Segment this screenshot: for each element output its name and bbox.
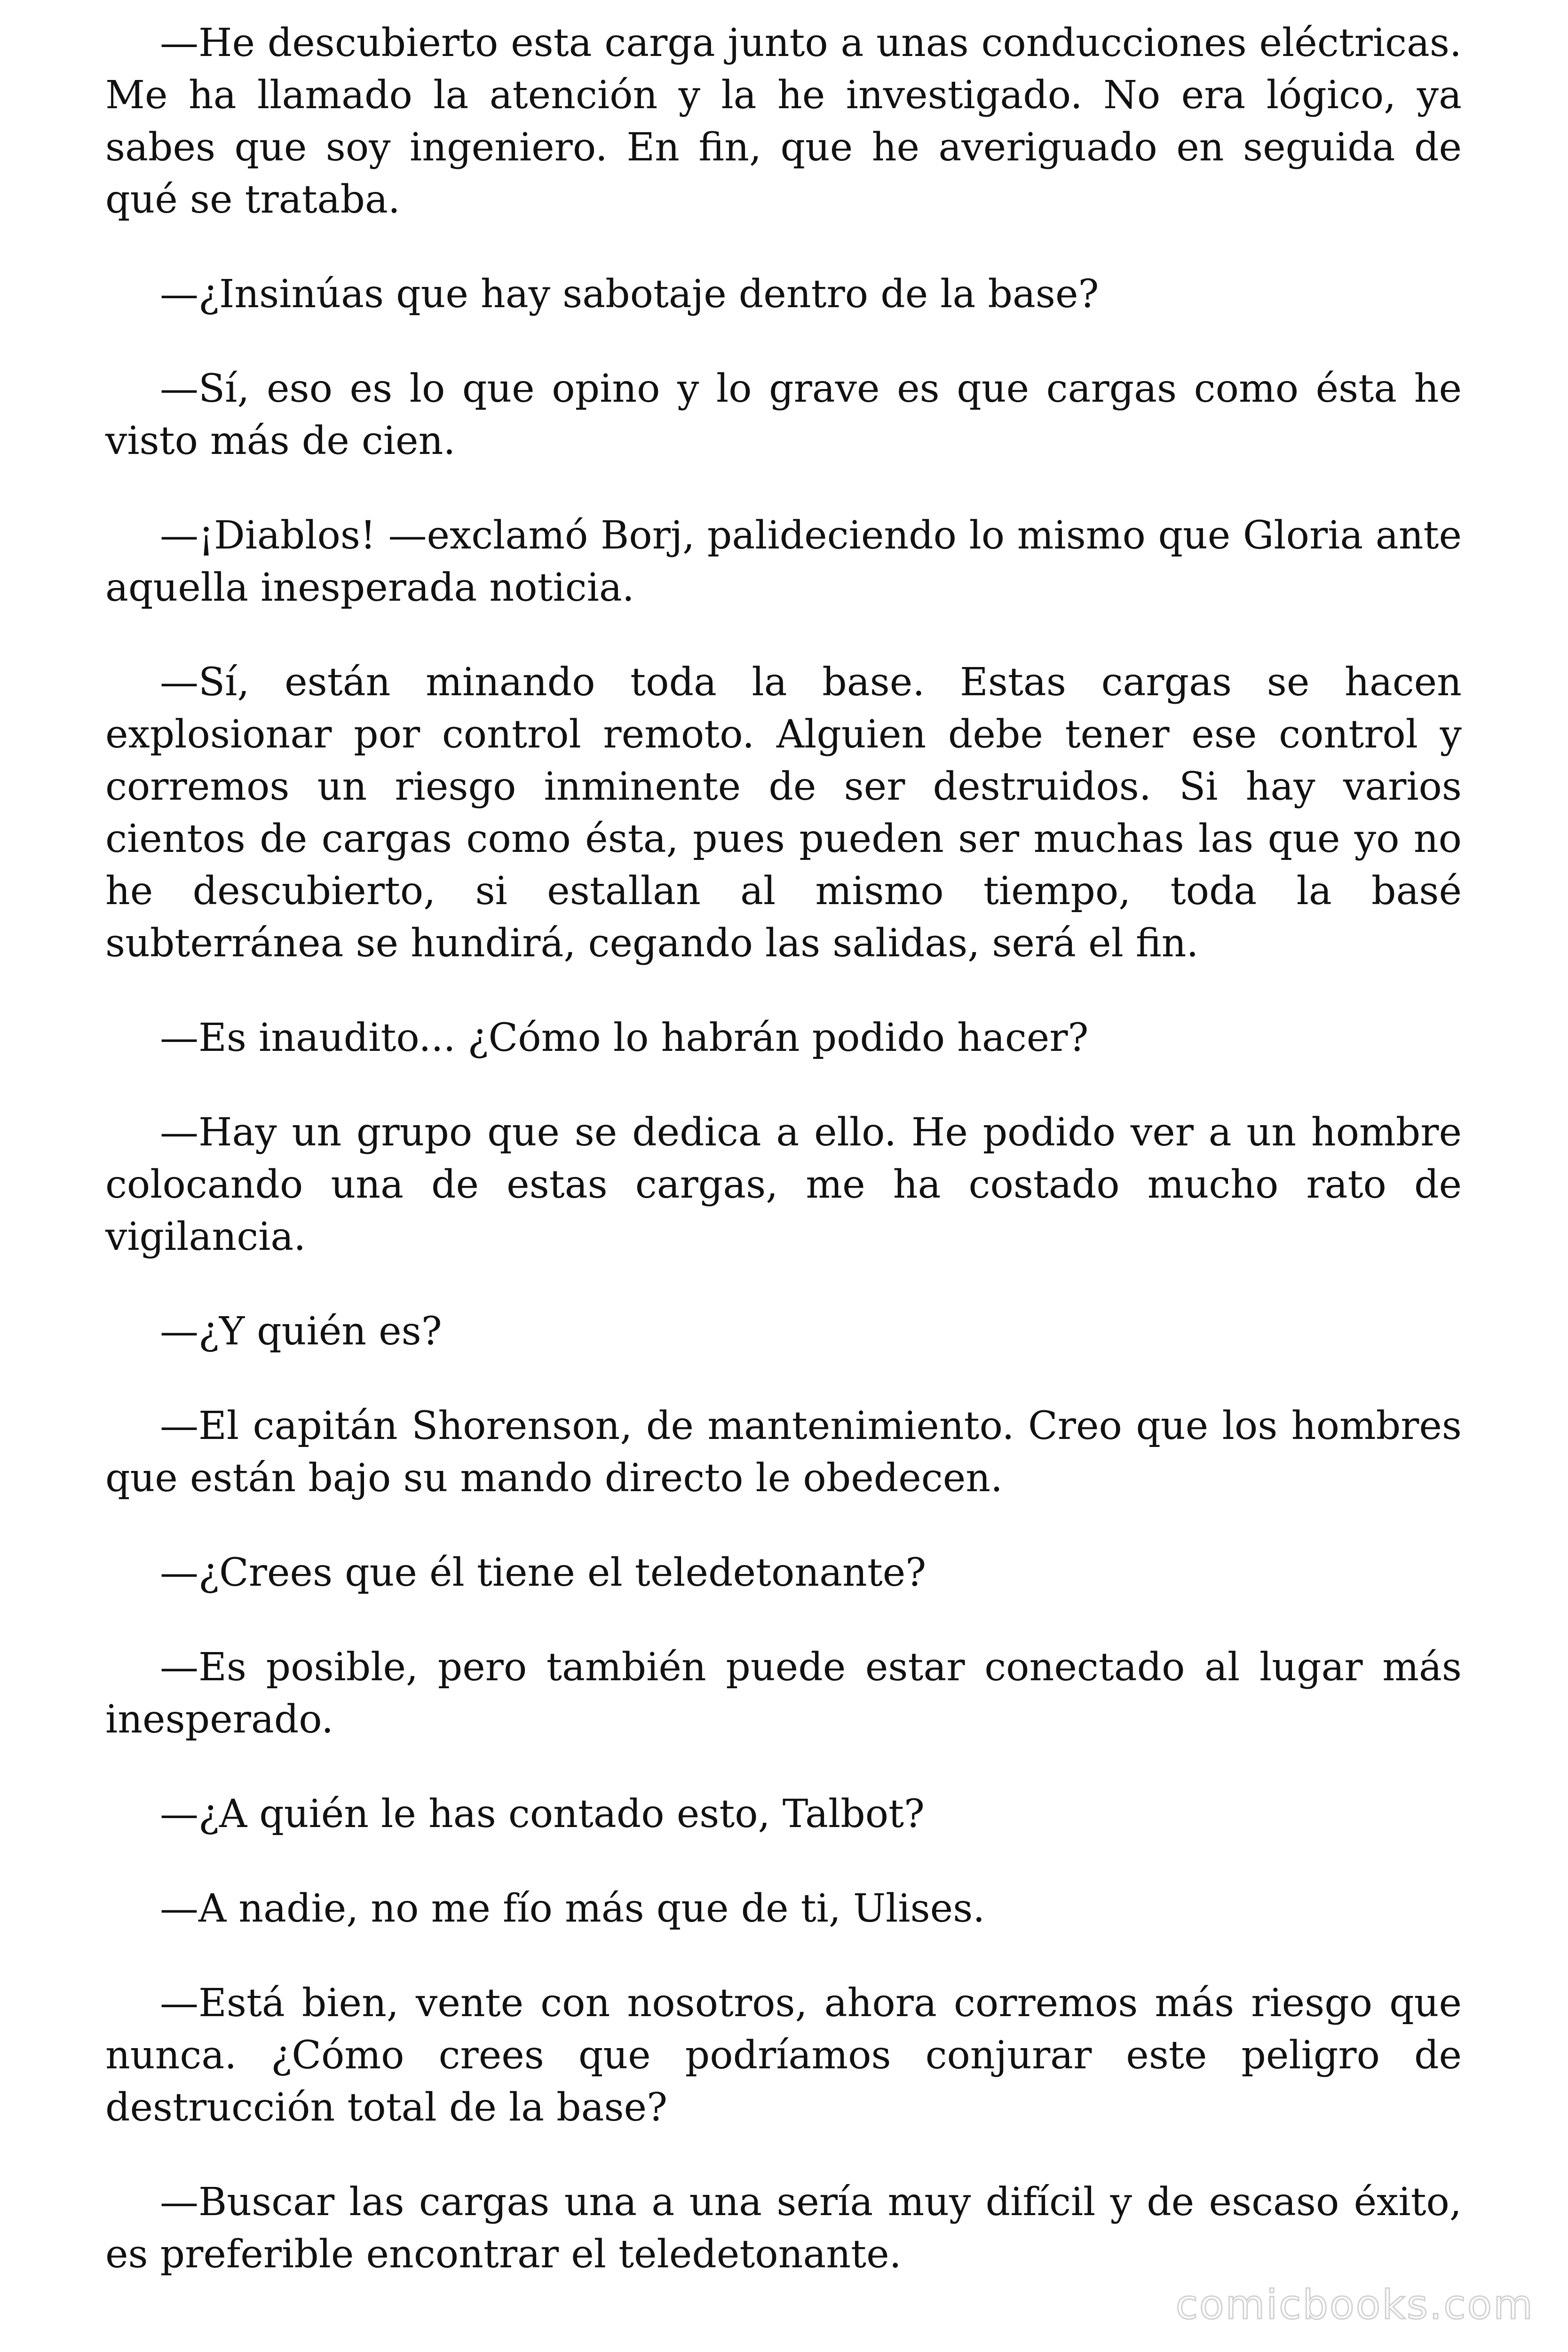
paragraph: —Hay un grupo que se dedica a ello. He podido ver a un hombre colocando una de estas cargas, me ha costado mucho rato de vigilancia. xyxy=(105,1110,1462,1259)
body-text xyxy=(105,17,1462,2280)
paragraph: —He descubierto esta carga junto a unas conducciones eléctricas. Me ha llamado la atención y la he investigado. No era lógico, ya sabes que soy ingeniero. En fin, que he averiguado en seguida de qué se trataba. xyxy=(105,21,1462,222)
paragraph: —¿Crees que él tiene el teledetonante? xyxy=(160,1550,927,1595)
paragraph: —A nadie, no me fío más que de ti, Ulises. xyxy=(160,1886,985,1931)
paragraph: —Sí, eso es lo que opino y lo grave es que cargas como ésta he visto más de cien. xyxy=(105,366,1462,463)
paragraph: —Está bien, vente con nosotros, ahora corremos más riesgo que nunca. ¿Cómo crees que podríamos conjurar este peligro de destrucción total de la base? xyxy=(105,1981,1462,2130)
paragraph: —Buscar las cargas una a una sería muy difícil y de escaso éxito, es preferible encontrar el teledetonante. xyxy=(105,2180,1462,2277)
watermark: comicbooks.com xyxy=(1175,2281,1534,2328)
paragraph: —¿Insinúas que hay sabotaje dentro de la base? xyxy=(160,272,1099,317)
paragraph: —Es posible, pero también puede estar conectado al lugar más inesperado. xyxy=(105,1645,1462,1742)
paragraph: —¿A quién le has contado esto, Talbot? xyxy=(160,1792,925,1836)
paragraph: —¡Diablos! —exclamó Borj, palideciendo lo mismo que Gloria ante aquella inesperada noticia. xyxy=(105,513,1462,610)
paragraph: —El capitán Shorenson, de mantenimiento. Creo que los hombres que están bajo su mando directo le obedecen. xyxy=(105,1404,1462,1501)
paragraph: —¿Y quién es? xyxy=(160,1309,442,1354)
paragraph: —Sí, están minando toda la base. Estas cargas se hacen explosionar por control remoto. Alguien debe tener ese control y corremos un riesgo inminente de ser destruidos. Si hay varios cientos de cargas como ésta, pues pueden ser muchas las que yo no he descubierto, si estallan al mismo tiempo, toda la basé subterránea se hundirá, cegando las salidas, será el fin. xyxy=(105,660,1462,966)
paragraph: —Es inaudito... ¿Cómo lo habrán podido hacer? xyxy=(160,1016,1089,1060)
